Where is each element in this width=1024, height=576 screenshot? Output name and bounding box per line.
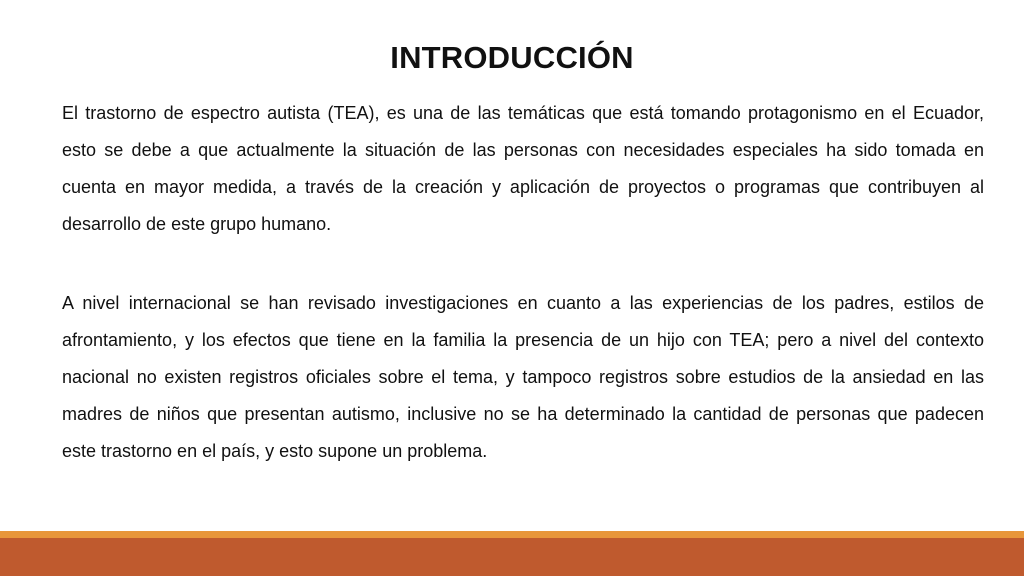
slide-title: INTRODUCCIÓN [390,40,634,75]
intro-paragraph-2: A nivel internacional se han revisado investigaciones en cuanto a las experiencias de los padres, estilos de afrontamiento, y los efectos que tiene en la familia la presencia de un hijo con TEA; pero a nivel del contexto nacional no existen registros oficiales sobre el tema, y tampoco registros sobre estudios de la ansiedad en las madres de niños que presentan autismo, inclusive no se ha determinado la cantidad de personas que padecen este trastorno en el país, y esto supone un problema. [62,293,984,461]
intro-paragraph-1: El trastorno de espectro autista (TEA), es una de las temáticas que está tomando protagonismo en el Ecuador, esto se debe a que actualmente la situación de las personas con necesidades especiales ha sido tomada en cuenta en mayor medida, a través de la creación y aplicación de proyectos o programas que contribuyen al desarrollo de este grupo humano. [62,103,984,234]
footer-accent-line [0,531,1024,538]
footer-bar [0,538,1024,576]
